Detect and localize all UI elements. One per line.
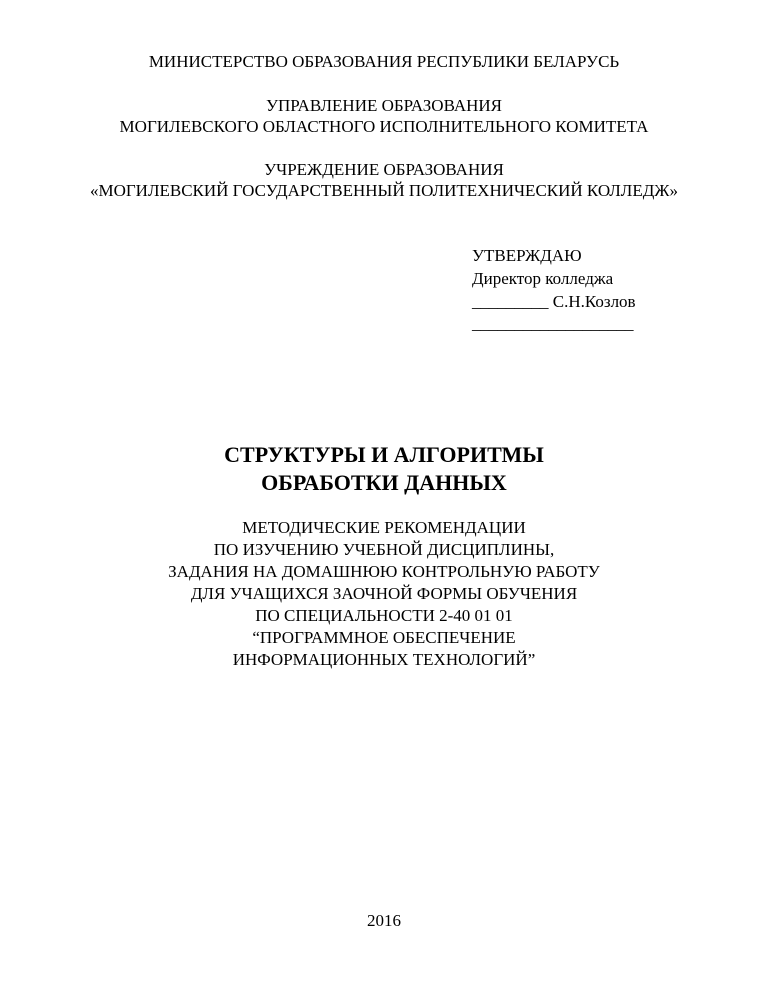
title-line2: ОБРАБОТКИ ДАННЫХ	[261, 470, 507, 495]
description-line: МЕТОДИЧЕСКИЕ РЕКОМЕНДАЦИИ	[242, 518, 526, 537]
approval-position: Директор колледжа	[472, 269, 614, 288]
approval-date-line: ___________________	[472, 314, 634, 333]
title-line1: СТРУКТУРЫ И АЛГОРИТМЫ	[224, 442, 544, 467]
approval-heading: УТВЕРЖДАЮ	[472, 246, 582, 265]
department-heading-line1: УПРАВЛЕНИЕ ОБРАЗОВАНИЯ	[265, 96, 503, 115]
department-heading-line2: МОГИЛЕВСКОГО ОБЛАСТНОГО ИСПОЛНИТЕЛЬНОГО КОМИТЕТА	[119, 117, 649, 136]
description-line: ПО ИЗУЧЕНИЮ УЧЕБНОЙ ДИСЦИПЛИНЫ,	[213, 540, 555, 559]
institution-heading-line2: «МОГИЛЕВСКИЙ ГОСУДАРСТВЕННЫЙ ПОЛИТЕХНИЧЕСКИЙ КОЛЛЕДЖ»	[89, 181, 679, 200]
description-line: “ПРОГРАММНОЕ ОБЕСПЕЧЕНИЕ	[252, 628, 516, 647]
ministry-heading: МИНИСТЕРСТВО ОБРАЗОВАНИЯ РЕСПУБЛИКИ БЕЛАРУСЬ	[148, 52, 620, 71]
description-line: ПО СПЕЦИАЛЬНОСТИ 2-40 01 01	[255, 606, 513, 625]
description-line: ЗАДАНИЯ НА ДОМАШНЮЮ КОНТРОЛЬНУЮ РАБОТУ	[168, 562, 600, 581]
description-line: ДЛЯ УЧАЩИХСЯ ЗАОЧНОЙ ФОРМЫ ОБУЧЕНИЯ	[190, 584, 578, 603]
approval-signature-line: _________ С.Н.Козлов	[472, 292, 636, 311]
publication-year: 2016	[367, 911, 401, 930]
institution-heading-line1: УЧРЕЖДЕНИЕ ОБРАЗОВАНИЯ	[264, 160, 504, 179]
description-line: ИНФОРМАЦИОННЫХ ТЕХНОЛОГИЙ”	[232, 650, 536, 669]
